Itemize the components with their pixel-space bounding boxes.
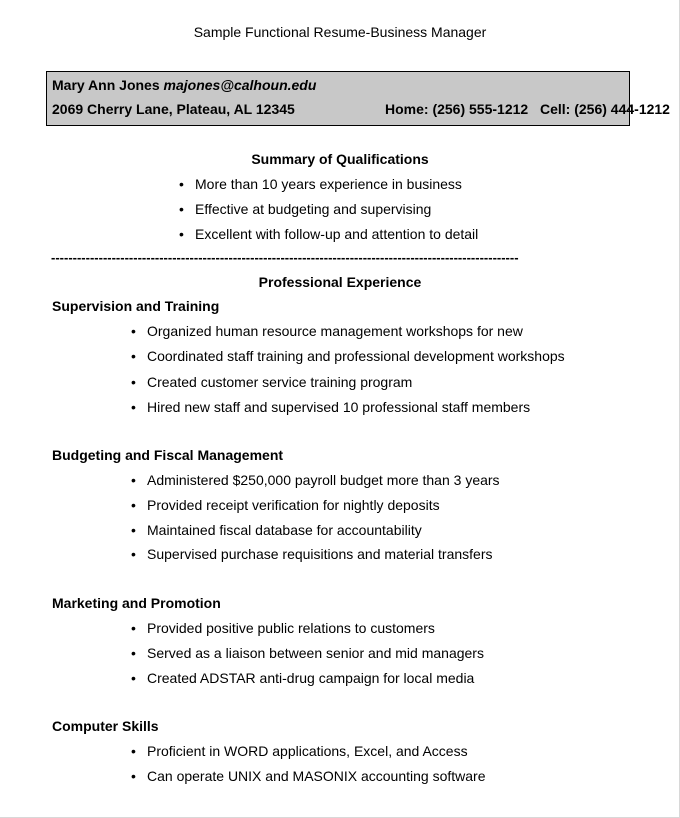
contact-name: Mary Ann Jones [52,77,160,93]
list-item: • Supervised purchase requisitions and material transfers [131,546,493,562]
summary-heading: Summary of Qualifications [251,151,429,167]
bullet-icon: • [179,176,184,192]
section-title-computer-skills: Computer Skills [52,718,159,734]
list-item: • Provided positive public relations to customers [131,620,435,636]
contact-cell-phone: Cell: (256) 444-1212 [540,101,670,117]
bullet-icon: • [179,201,184,217]
list-item: • Excellent with follow-up and attention to detail [179,226,479,242]
bullet-icon: • [131,374,136,390]
bullet-icon: • [131,323,136,339]
list-item: • Created customer service training program [131,374,413,390]
contact-home-phone: Home: (256) 555-1212 [385,101,529,117]
list-item: • Proficient in WORD applications, Excel, and Access [131,743,468,759]
bullet-icon: • [131,348,136,364]
bullet-icon: • [131,472,136,488]
bullet-icon: • [131,497,136,513]
divider-line: ------------------------------------------------------------------------------------------------------------ [51,250,519,265]
section-title-budgeting: Budgeting and Fiscal Management [52,447,284,463]
bullet-icon: • [131,522,136,538]
document-title: Sample Functional Resume-Business Manager [193,24,487,40]
list-item: • Can operate UNIX and MASONIX accounting software [131,768,486,784]
list-item: • Served as a liaison between senior and mid managers [131,645,484,661]
contact-name-line [52,77,316,93]
list-item: • Administered $250,000 payroll budget more than 3 years [131,472,500,488]
bullet-icon: • [131,768,136,784]
section-title-marketing: Marketing and Promotion [52,595,221,611]
list-item: • Created ADSTAR anti-drug campaign for local media [131,670,475,686]
bullet-icon: • [131,620,136,636]
bullet-icon: • [131,546,136,562]
list-item: • Provided receipt verification for nightly deposits [131,497,440,513]
bullet-icon: • [131,399,136,415]
list-item: • More than 10 years experience in business [179,176,462,192]
experience-heading: Professional Experience [258,274,422,290]
list-item: • Organized human resource management workshops for new [131,323,523,339]
bullet-icon: • [131,645,136,661]
contact-box [46,71,670,126]
section-title-supervision: Supervision and Training [52,298,220,314]
bullet-icon: • [131,743,136,759]
list-item: • Coordinated staff training and professional development workshops [131,348,565,364]
list-item: • Hired new staff and supervised 10 professional staff members [131,399,531,415]
bullet-icon: • [179,226,184,242]
list-item: • Effective at budgeting and supervising [179,201,432,217]
list-item: • Maintained fiscal database for accountability [131,522,422,538]
contact-address: 2069 Cherry Lane, Plateau, AL 12345 [52,101,295,117]
bullet-icon: • [131,670,136,686]
contact-email: majones@calhoun.edu [163,77,317,93]
